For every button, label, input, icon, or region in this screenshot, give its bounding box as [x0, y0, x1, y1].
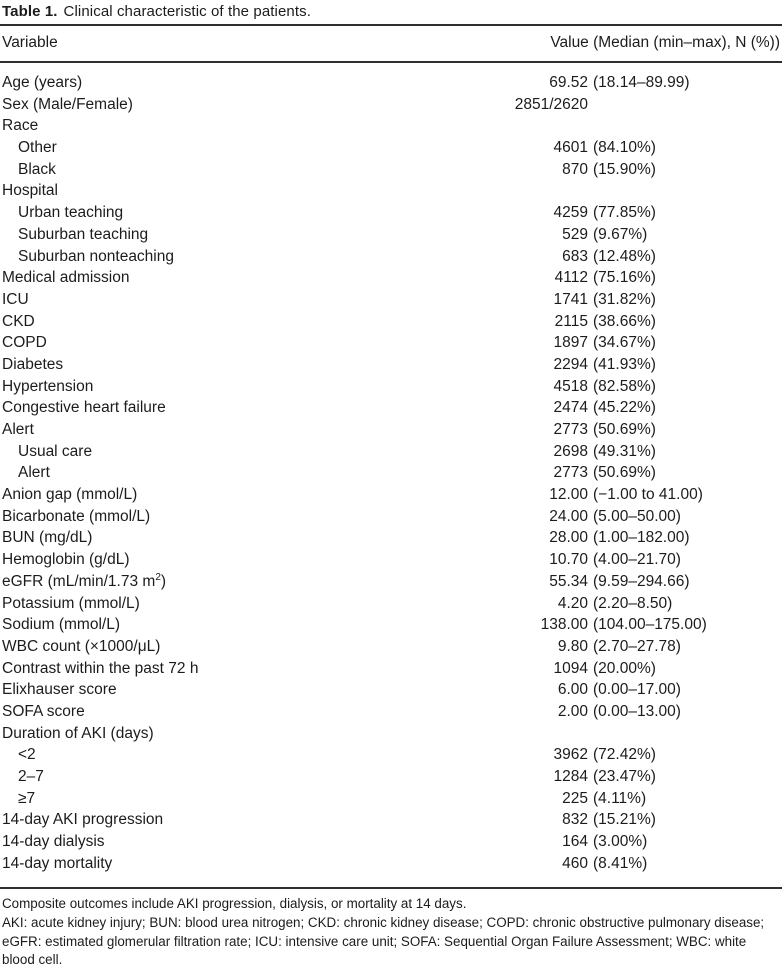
row-variable-label: BUN (mg/dL): [2, 529, 93, 547]
row-value-number: 2115: [554, 312, 588, 330]
row-variable-label: 14-day mortality: [2, 854, 113, 872]
row-value: [440, 354, 656, 376]
row-value-number: 28.00: [549, 529, 588, 547]
column-header-value: Value (Median (min–max), N (%)): [550, 34, 780, 51]
table-row: [0, 788, 782, 810]
row-value: [440, 614, 707, 636]
row-value-detail: (72.42%): [593, 746, 656, 764]
row-value-detail: (2.70–27.78): [593, 637, 681, 655]
row-value-number: 4.20: [557, 594, 588, 612]
table-row: [0, 246, 782, 268]
row-variable-label: Alert: [2, 421, 34, 438]
row-value-number: 2698: [553, 442, 588, 460]
row-value-detail: (34.67%): [593, 334, 656, 352]
row-variable-label: ≥7: [18, 789, 36, 807]
row-value-detail: (104.00–175.00): [593, 616, 707, 634]
table-row: [0, 679, 782, 701]
row-value: [440, 397, 656, 419]
row-value: [440, 679, 681, 701]
row-value: [440, 94, 593, 116]
row-value: [440, 506, 681, 528]
row-value-number: 1284: [553, 768, 588, 785]
row-value-detail: (82.58%): [593, 377, 656, 395]
row-value: [440, 289, 656, 311]
row-value-detail: (75.16%): [593, 269, 656, 287]
row-value: [440, 202, 656, 224]
row-value: [440, 159, 656, 181]
row-value: [440, 332, 656, 354]
row-variable-label: Diabetes: [2, 355, 64, 373]
row-value: [440, 484, 703, 506]
row-variable-label: Congestive heart failure: [2, 399, 166, 417]
row-value-number: 460: [562, 854, 588, 872]
row-variable-label: Sex (Male/Female): [2, 95, 133, 113]
row-variable-label: Potassium (mmol/L): [2, 594, 140, 612]
row-value-number: 12.00: [549, 486, 588, 504]
row-variable-label: Elixhauser score: [2, 681, 117, 699]
row-value: [440, 246, 656, 268]
row-value-detail: (15.90%): [593, 160, 656, 178]
row-value: [440, 441, 656, 463]
row-value: [440, 72, 690, 94]
row-variable-label: 14-day dialysis: [2, 833, 105, 851]
row-value-number: 225: [562, 789, 588, 807]
row-variable-label: Urban teaching: [18, 204, 124, 222]
row-value: [440, 809, 656, 831]
table-body: [0, 63, 782, 874]
row-value: [440, 376, 656, 398]
row-variable-label: Anion gap (mmol/L): [2, 486, 138, 504]
row-value: [440, 462, 656, 484]
row-variable-label: 14-day AKI progression: [2, 811, 164, 829]
row-value-detail: (2.20–8.50): [593, 594, 673, 612]
row-variable-label: Hospital: [2, 182, 58, 200]
row-value: [440, 224, 647, 246]
row-value: [440, 593, 672, 615]
row-value: [440, 658, 656, 680]
table-caption: [0, 0, 782, 23]
row-value-detail: (49.31%): [593, 442, 656, 460]
row-value-number: 4601: [553, 139, 588, 157]
row-value-detail: (50.69%): [593, 421, 656, 438]
table-row: [0, 614, 782, 636]
footnote-abbreviations: AKI: acute kidney injury; BUN: blood urea nitrogen; CKD: chronic kidney disease; COPD: chronic obstructive pulmonary disease; eGFR: estimated glomerular filtration rate; ICU: intensive care unit; SOFA: Sequential Organ Failure Assessment; WBC: white blood cell.: [2, 915, 765, 968]
table-row: [0, 549, 782, 571]
table-row: [0, 397, 782, 419]
table-row: [0, 115, 782, 137]
table-row: [0, 441, 782, 463]
row-value: [440, 744, 656, 766]
table-row: [0, 354, 782, 376]
row-variable-label: Alert: [18, 464, 50, 482]
table-row: [0, 527, 782, 549]
row-value: [440, 701, 681, 723]
row-value: [440, 831, 647, 853]
row-variable-label: WBC count (×1000/μL): [2, 637, 161, 655]
row-value-detail: (0.00–13.00): [593, 702, 681, 720]
row-value-detail: (4.00–21.70): [593, 551, 681, 569]
row-value: [440, 636, 681, 658]
table-caption-text: Clinical characteristic of the patients.: [63, 3, 311, 20]
row-variable-label: Sodium (mmol/L): [2, 616, 120, 634]
row-value-detail: (31.82%): [593, 290, 656, 308]
row-value-detail: (9.67%): [593, 225, 648, 243]
table-row: [0, 376, 782, 398]
table-row: [0, 202, 782, 224]
row-value-number: 1094: [553, 659, 588, 677]
row-value-number: 2773: [553, 464, 588, 482]
table-row: [0, 289, 782, 311]
row-variable-label: CKD: [2, 312, 35, 330]
table-row: [0, 267, 782, 289]
row-value-detail: (−1.00 to 41.00): [593, 486, 703, 504]
row-value-detail: (0.00–17.00): [593, 681, 681, 699]
row-variable-label: Contrast within the past 72 h: [2, 659, 199, 677]
row-value-number: 2294: [553, 355, 588, 373]
row-variable-label: Suburban teaching: [18, 225, 149, 243]
row-value-detail: (5.00–50.00): [593, 507, 681, 525]
row-value-detail: (8.41%): [593, 854, 648, 872]
row-value-number: 2474: [553, 399, 588, 417]
row-value-number: 24.00: [549, 507, 588, 525]
row-value: [440, 788, 646, 810]
row-value-detail: (45.22%): [593, 399, 656, 417]
column-header-variable: Variable: [2, 34, 58, 51]
table-row: [0, 571, 782, 593]
row-value: [440, 137, 656, 159]
row-value-detail: (12.48%): [593, 247, 656, 265]
row-variable-label: Suburban nonteaching: [18, 247, 174, 265]
table-row: [0, 419, 782, 441]
table-header-row: [0, 26, 782, 61]
row-variable-label: Duration of AKI (days): [2, 724, 154, 742]
row-value-number: 870: [562, 160, 588, 178]
table-footnotes: [0, 889, 782, 969]
table-row: [0, 831, 782, 853]
row-variable-label: Usual care: [18, 442, 93, 460]
row-value-number: 9.80: [557, 637, 588, 655]
row-variable-label: eGFR (mL/min/1.73 $m^2$): [2, 571, 167, 590]
row-value-detail: (18.14–89.99): [593, 74, 690, 91]
table-row: [0, 137, 782, 159]
table-row: [0, 658, 782, 680]
row-value-number: 6.00: [557, 681, 588, 699]
row-variable-label: Hypertension: [2, 377, 94, 395]
row-variable-label: Bicarbonate (mmol/L): [2, 507, 151, 525]
table-caption-number: Table 1.: [2, 3, 58, 20]
row-value-number: 3962: [553, 746, 588, 764]
row-variable-label: Medical admission: [2, 269, 130, 287]
row-value-detail: (9.59–294.66): [593, 572, 690, 590]
table-row: [0, 593, 782, 615]
row-value: [440, 527, 690, 549]
row-value-detail: (3.00%): [593, 833, 648, 851]
row-value-number: 55.34: [549, 572, 588, 590]
row-value-number: 1897: [553, 334, 588, 352]
row-value: [440, 853, 647, 875]
row-variable-label: Race: [2, 117, 39, 135]
row-value-number: 832: [562, 811, 588, 829]
row-value: [440, 549, 681, 571]
row-value-number: 4259: [553, 204, 588, 222]
row-value-number: 683: [562, 247, 588, 265]
table-row: [0, 853, 782, 875]
table-row: [0, 224, 782, 246]
row-variable-label: COPD: [2, 334, 47, 352]
table-row: [0, 484, 782, 506]
row-value-number: 69.52: [549, 74, 588, 91]
row-value-number: 4518: [553, 377, 588, 395]
table-row: [0, 701, 782, 723]
row-value-number: 4112: [554, 269, 588, 287]
table-row: [0, 72, 782, 94]
table-row: [0, 180, 782, 202]
row-value: [440, 267, 656, 289]
row-value: [440, 311, 656, 333]
table-row: [0, 723, 782, 745]
row-variable-label: <2: [18, 746, 36, 764]
row-variable-label: Hemoglobin (g/dL): [2, 551, 130, 569]
table-row: [0, 332, 782, 354]
table-row: [0, 506, 782, 528]
row-value: [440, 419, 656, 441]
row-value-detail: (4.11%): [593, 789, 647, 807]
row-value-detail: (41.93%): [593, 355, 656, 373]
row-value-number: 164: [562, 833, 588, 851]
row-value-detail: (84.10%): [593, 139, 656, 157]
row-value-number: 138.00: [540, 616, 588, 634]
row-value-number: 2773: [553, 421, 588, 438]
row-value-detail: (50.69%): [593, 464, 656, 482]
row-variable-label: ICU: [2, 290, 29, 308]
row-value-number: 529: [562, 225, 588, 243]
row-value-detail: (20.00%): [593, 659, 656, 677]
row-variable-label: Age (years): [2, 74, 83, 91]
row-value-detail: (15.21%): [593, 811, 656, 829]
table-row: [0, 462, 782, 484]
table-row: [0, 809, 782, 831]
table-row: [0, 311, 782, 333]
row-value: [440, 571, 690, 593]
table-row: [0, 766, 782, 788]
row-value-number: 2851/2620: [514, 95, 588, 113]
row-variable-label: Black: [18, 160, 56, 178]
table-row: [0, 94, 782, 116]
row-value-number: 2.00: [557, 702, 588, 720]
table-row: [0, 159, 782, 181]
row-variable-label: Other: [18, 139, 57, 157]
footnote-composite-outcomes: Composite outcomes include AKI progression, dialysis, or mortality at 14 days.: [2, 896, 467, 912]
row-value: [440, 766, 656, 788]
table-row: [0, 636, 782, 658]
row-variable-label: 2–7: [18, 768, 44, 785]
row-variable-label: SOFA score: [2, 702, 85, 720]
row-value-detail: (1.00–182.00): [593, 529, 690, 547]
row-value-number: 10.70: [549, 551, 588, 569]
row-value-detail: (77.85%): [593, 204, 656, 222]
row-value-detail: (23.47%): [593, 768, 656, 785]
row-value-detail: (38.66%): [593, 312, 656, 330]
row-value-number: 1741: [553, 290, 588, 308]
table-row: [0, 744, 782, 766]
